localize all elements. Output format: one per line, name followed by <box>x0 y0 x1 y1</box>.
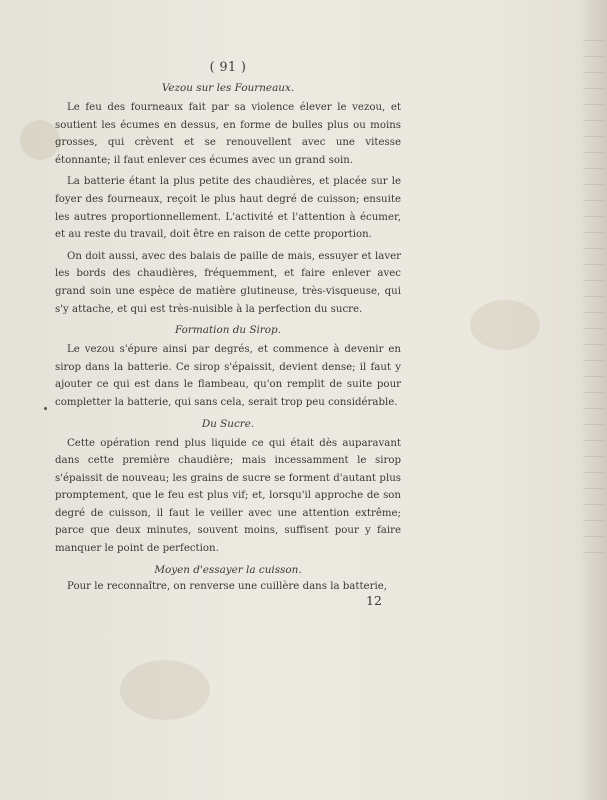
bleed-through-text <box>583 40 603 560</box>
text-block <box>55 58 401 581</box>
page-number: ( 91 ) <box>209 59 247 74</box>
paragraph: Le feu des fourneaux fait par sa violence élever le vezou, et soutient les écumes en dessus, en forme de bulles plus ou moins grosses, qui crèvent et se renouvellent avec une vitesse étonnante; il faut enlever ces écumes avec un grand soin. <box>55 102 401 166</box>
paragraph: On doit aussi, avec des balais de paille de mais, essuyer et laver les bords des chaudières, fréquemment, et faire enlever avec grand soin une espèce de matière glutineuse, très-visqueuse, qui s'y attache, et qui est très-nuisible à la perfection du sucre. <box>55 250 401 315</box>
section-heading: Moyen d'essayer la cuisson. <box>154 563 302 576</box>
paragraph: La batterie étant la plus petite des chaudières, et placée sur le foyer des fourneaux, reçoit le plus haut degré de cuisson; ensuite les autres proportionnellement. L'activité et l'attention à écumer, et au reste du travail, doit être en raison de cette proportion. <box>55 176 401 241</box>
content-blocks <box>55 80 401 578</box>
foxing-spot <box>120 660 210 720</box>
foxing-spot <box>470 300 540 350</box>
section-heading: Vezou sur les Fourneaux. <box>161 82 295 94</box>
closing-line: Pour le reconnaître, on renverse une cuillère dans la batterie, <box>67 581 387 592</box>
ink-mark <box>44 407 47 410</box>
foxing-spot <box>20 120 60 160</box>
section-heading: Du Sucre. <box>201 417 255 430</box>
paragraph: Le vezou s'épure ainsi par degrés, et commence à devenir en sirop dans la batterie. Ce sirop s'épaissit, devient dense; il faut y ajouter ce qui est dans le flambeau, qu'on remplit de suite pour completter la batterie, qui sans cela, serait trop peu considérable. <box>55 344 401 408</box>
paragraph: Cette opération rend plus liquide ce qui était dès auparavant dans cette première chaudière; mais incessamment le sirop s'épaissit de nouveau; les grains de sucre se forment d'autant plus promptement, que le feu est plus vif; et, lorsqu'il approche de son degré de cuisson, il faut le veiller avec une attention extrême; parce que deux minutes, souvent moins, suffisent pour y faire manquer le point de perfection. <box>55 437 401 555</box>
signature-mark: 12 <box>366 593 382 608</box>
section-heading: Formation du Sirop. <box>175 324 281 337</box>
